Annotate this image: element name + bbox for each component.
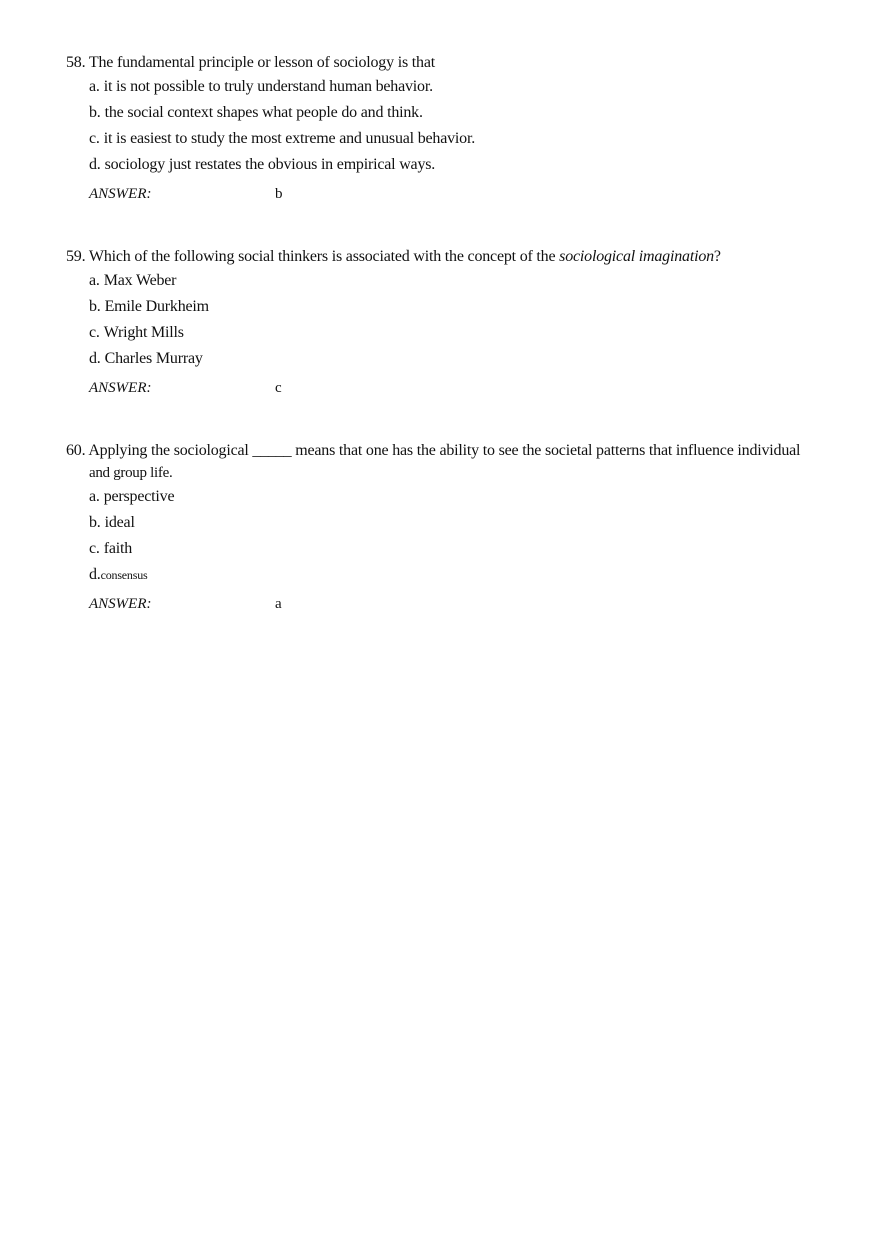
option-d [66,152,826,178]
option-letter: c. [89,324,100,341]
option-c [66,126,826,152]
question-emphasis: sociological imagination [559,248,714,265]
option-c [66,320,826,346]
option-text: Emile Durkheim [104,298,209,315]
option-text: faith [103,540,133,557]
option-text: it is not possible to truly understand human behavior. [103,78,433,95]
option-letter: a. [89,488,100,505]
option-list [66,484,826,588]
question-58 [66,52,826,208]
option-letter: b. [89,514,101,531]
answer-row [66,596,826,618]
answer-row [66,380,826,402]
option-letter: d. [89,566,101,583]
question-text: Applying the sociological _____ means that one has the ability to see the societal patterns that influence individual [88,442,801,459]
option-b [66,510,826,536]
answer-value: b [275,186,283,202]
question-number: 60. [66,442,86,459]
option-letter: c. [89,130,100,147]
option-letter: b. [89,298,101,315]
option-text: sociology just restates the obvious in empirical ways. [104,156,436,173]
option-letter: b. [89,104,101,121]
question-text-continued: and group life. [89,465,173,481]
option-a [66,268,826,294]
question-60 [66,440,826,618]
option-letter: d. [89,350,101,367]
option-b [66,294,826,320]
question-stem [66,246,826,268]
option-d [66,346,826,372]
option-text: ideal [104,514,135,531]
option-text: the social context shapes what people do and think. [104,104,423,121]
option-b [66,100,826,126]
option-a [66,484,826,510]
option-letter: a. [89,78,100,95]
option-c [66,536,826,562]
question-text: The fundamental principle or lesson of sociology is that [88,54,435,71]
answer-label: ANSWER: [89,596,152,612]
answer-value: a [275,596,282,612]
option-a [66,74,826,100]
question-stem [66,440,826,484]
answer-label: ANSWER: [89,380,152,396]
answer-value: c [275,380,282,396]
option-list [66,268,826,372]
answer-row [66,186,826,208]
question-number: 59. [66,248,86,265]
option-text: consensus [100,568,148,582]
option-letter: a. [89,272,100,289]
question-text-end: ? [713,248,721,265]
option-text: perspective [103,488,175,505]
question-text: Which of the following social thinkers is associated with the concept of the [88,248,560,265]
option-text: Max Weber [103,272,177,289]
option-letter: c. [89,540,100,557]
question-number: 58. [66,54,86,71]
question-59 [66,246,826,402]
option-text: it is easiest to study the most extreme and unusual behavior. [103,130,475,147]
option-text: Charles Murray [104,350,203,367]
answer-label: ANSWER: [89,186,152,202]
option-list [66,74,826,178]
option-text: Wright Mills [103,324,184,341]
option-letter: d. [89,156,101,173]
question-stem [66,52,826,74]
option-d [66,562,826,588]
